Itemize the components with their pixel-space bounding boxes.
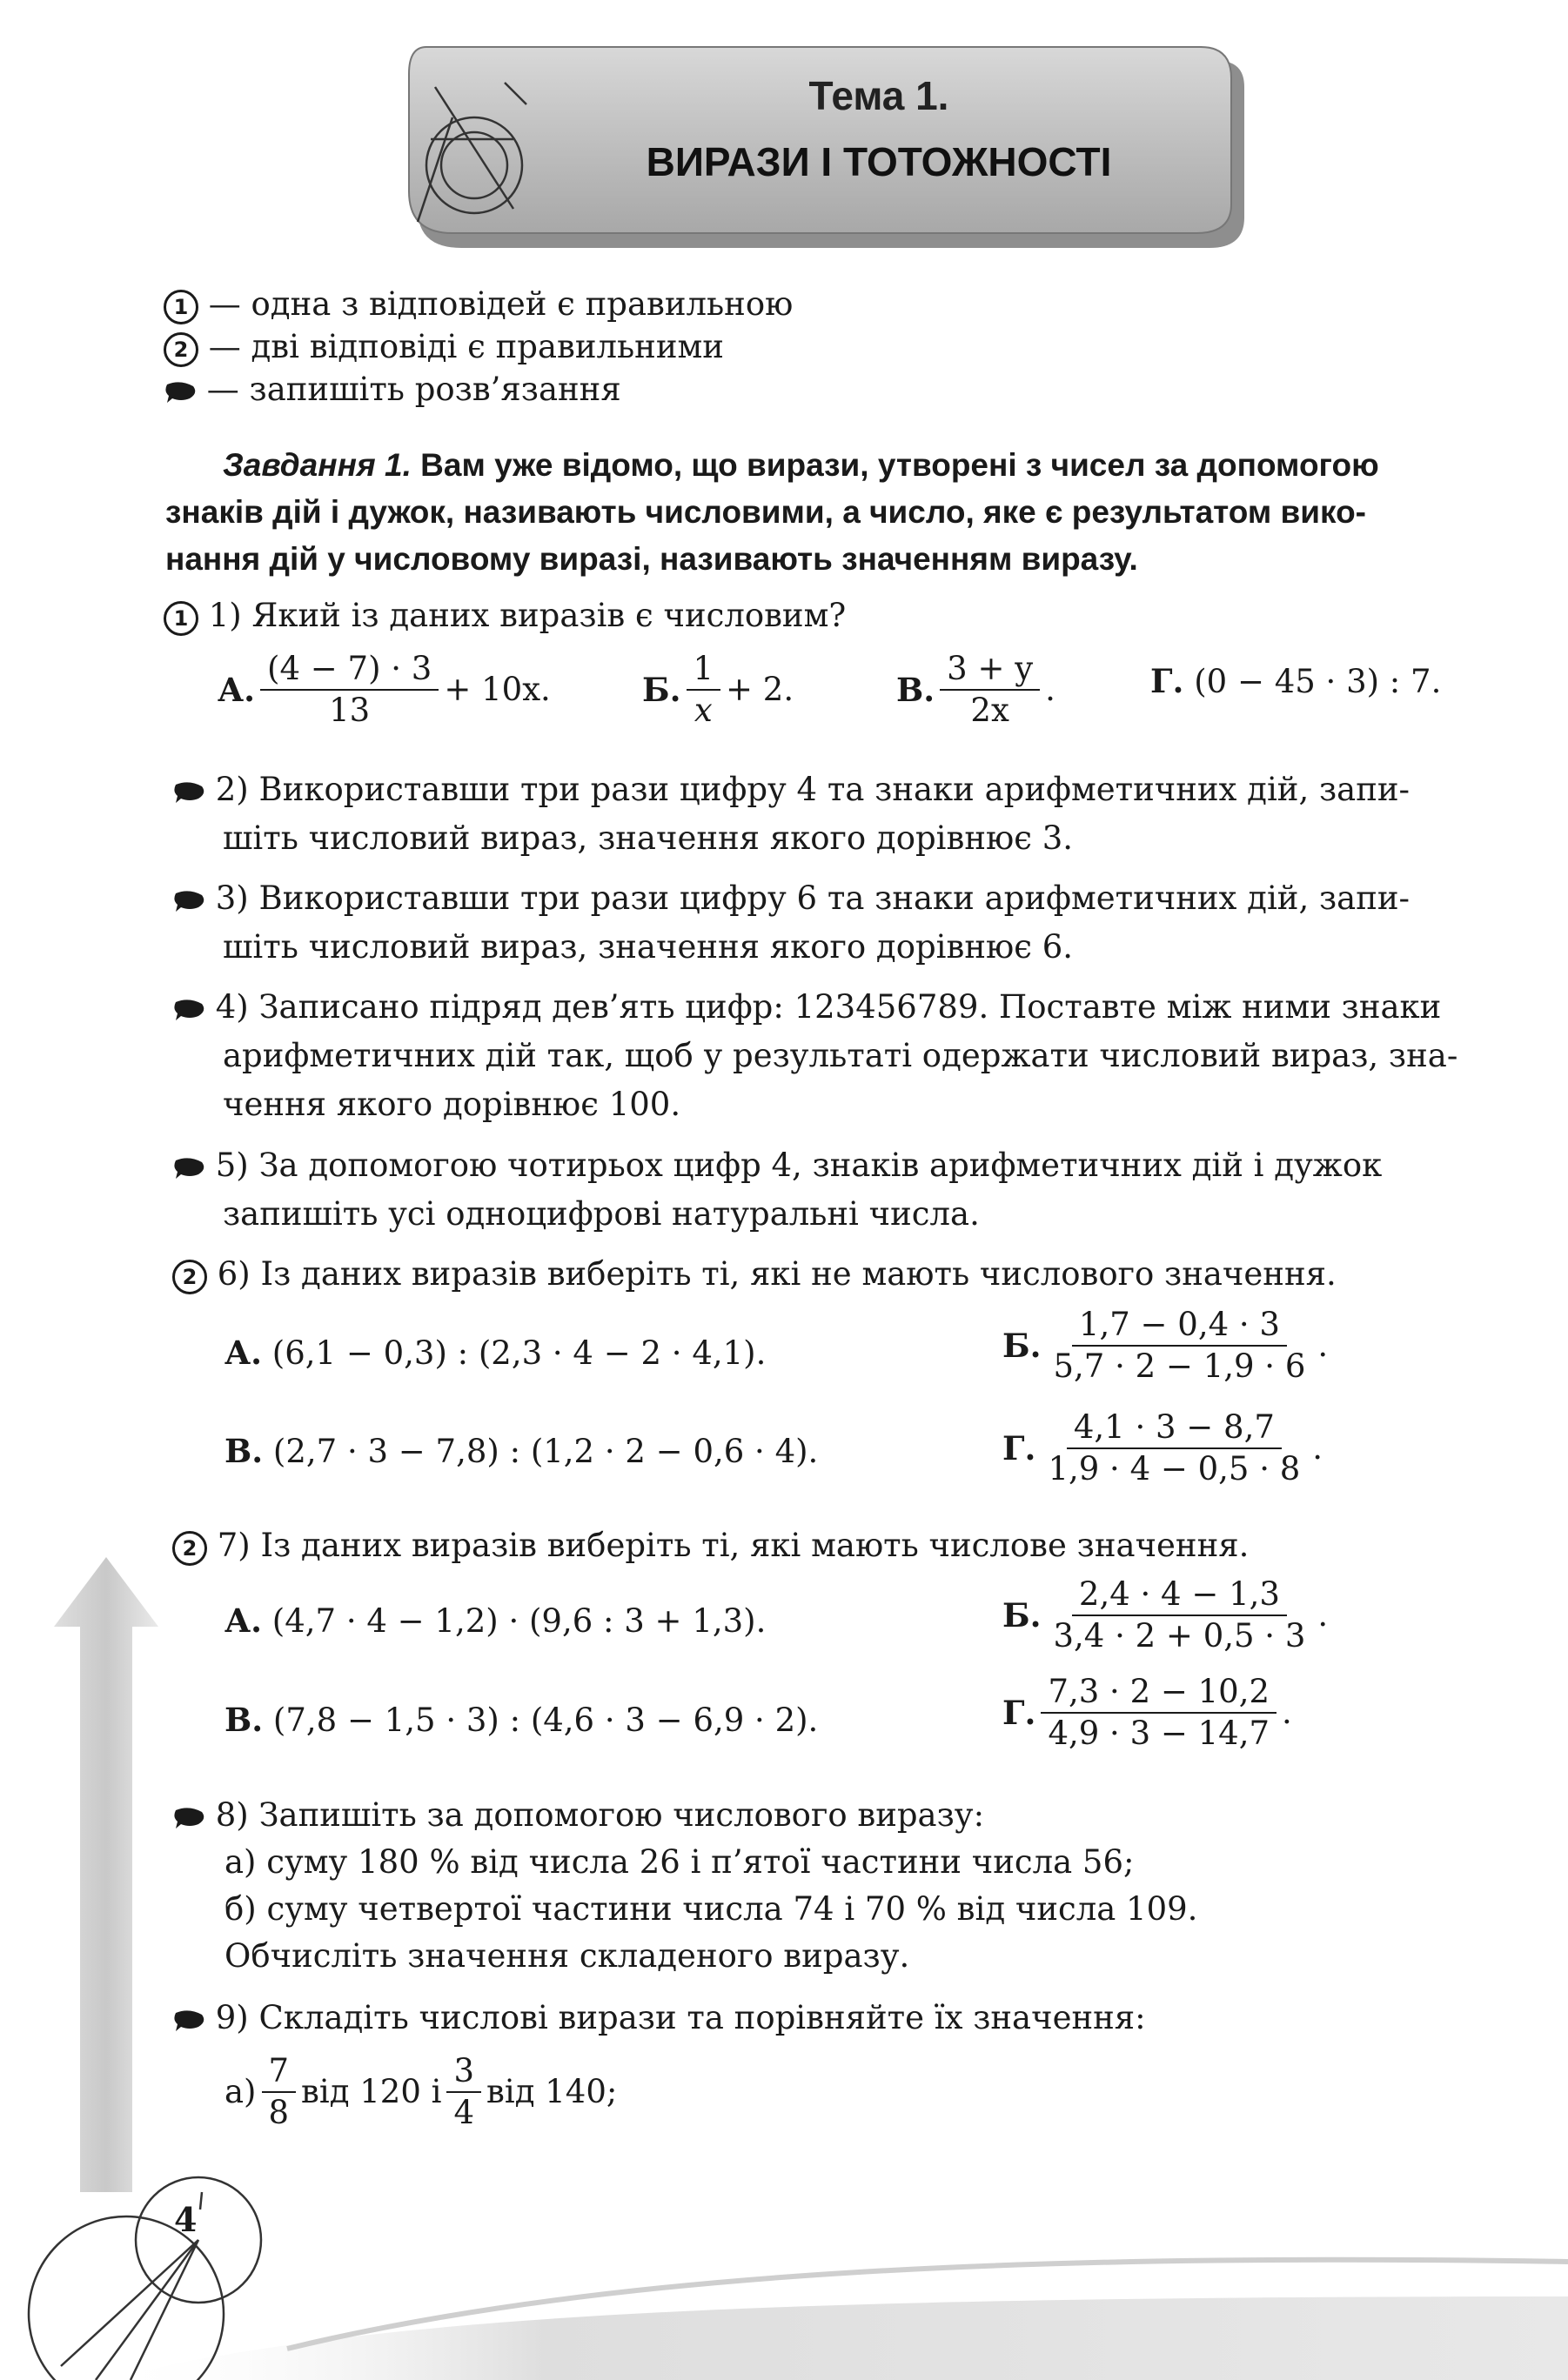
speech-bubble-icon: [172, 781, 205, 804]
speech-bubble-icon: [172, 2009, 205, 2032]
q9-item-a: а) $\frac{7}{8}$ від 120 і $\frac{3}{4}$ від 140;: [224, 2052, 618, 2131]
q7-option-a: А. (4,7 · 4 − 1,2) · (9,6 : 3 + 1,3).: [224, 1601, 767, 1640]
page-number: 4: [174, 2200, 198, 2239]
question-5: 5) За допомогою чотирьох цифр 4, знаків арифметичних дій і дужок запишіть усі одноцифрові натуральні числа.: [172, 1141, 1382, 1239]
circled-two-icon: 2: [172, 1531, 207, 1566]
q6-option-b: Б. $\frac{1,7 - 0,4 \cdot 3}{5,7 \cdot 2 - 1,9 \cdot 6}$ .: [1002, 1306, 1329, 1385]
q6-option-c: В. (2,7 · 3 − 7,8) : (1,2 · 2 − 0,6 · 4).: [224, 1432, 819, 1470]
question-9: 9) Складіть числові вирази та порівняйте їх значення:: [172, 1996, 1146, 2040]
left-arrow-bar: [54, 1557, 158, 2192]
speech-bubble-icon: [172, 1807, 205, 1829]
speech-bubble-icon: [172, 1157, 205, 1180]
legend-one-text: — одна з відповідей є правильною: [208, 285, 794, 323]
speech-bubble-icon: [172, 999, 205, 1021]
task-intro: Завдання 1. Вам уже відомо, що вирази, утворені з чисел за допомогою знаків дій і дужок, називають числовими, а число, яке є результатом вико- нання дій у числовому виразі, називають значенням виразу.: [165, 447, 1379, 577]
circled-one-icon: 1: [164, 290, 198, 324]
q1-option-b: Б. $\frac{1}{x}$ + 2.: [642, 650, 794, 729]
compass-circle-icon: [29, 2177, 261, 2380]
circled-two-icon: 2: [164, 332, 198, 367]
legend-write: [164, 368, 621, 411]
q7-option-b: Б. $\frac{2,4 \cdot 4 - 1,3}{3,4 \cdot 2 + 0,5 \cdot 3}$ .: [1002, 1575, 1329, 1655]
question-4: 4) Записано підряд дев’ять цифр: 123456789. Поставте між ними знаки арифметичних дій так, щоб у результаті одержати числовий вираз, зна- чення якого дорівнює 100.: [172, 983, 1457, 1129]
circled-two-icon: 2: [172, 1260, 207, 1294]
task-label: Завдання 1.: [223, 447, 412, 483]
legend-write-text: — запишіть розв’язання: [206, 371, 621, 408]
question-8: 8) Запишіть за допомогою числового виразу: а) суму 180 % від числа 26 і п’ятої частини числа 56; б) суму четвертої частини числа 74 і 70 % від числа 109. Обчисліть значення складеного виразу.: [172, 1792, 1197, 1980]
question-1: 1 1) Який із даних виразів є числовим?: [164, 594, 846, 638]
speech-bubble-icon: [164, 381, 197, 404]
circled-one-icon: 1: [164, 601, 198, 636]
legend-two: [164, 325, 724, 369]
q6-option-d: Г. $\frac{4,1 \cdot 3 - 8,7}{1,9 \cdot 4 - 0,5 \cdot 8}$ .: [1002, 1408, 1323, 1488]
q1-option-c: В. $\frac{3 + y}{2x}$ .: [896, 650, 1055, 729]
question-7: 2 7) Із даних виразів виберіть ті, які мають числове значення.: [172, 1524, 1249, 1568]
topic-title: ВИРАЗИ І ТОТОЖНОСТІ: [646, 139, 1112, 184]
q1-option-d: Г. (0 − 45 · 3) : 7.: [1150, 662, 1442, 700]
question-3: 3) Використавши три рази цифру 6 та знаки арифметичних дій, запи- шіть числовий вираз, значення якого дорівнює 6.: [172, 874, 1410, 972]
q7-option-c: В. (7,8 − 1,5 · 3) : (4,6 · 3 − 6,9 · 2).: [224, 1701, 819, 1739]
legend-two-text: — дві відповіді є правильними: [208, 328, 724, 365]
question-6: 2 6) Із даних виразів виберіть ті, які не мають числового значення.: [172, 1253, 1337, 1296]
topic-label: Тема 1.: [808, 73, 949, 118]
question-2: 2) Використавши три рази цифру 4 та знаки арифметичних дій, запи- шіть числовий вираз, значення якого дорівнює 3.: [172, 765, 1410, 863]
q1-option-a: А. $\frac{(4 - 7) \cdot 3}{13}$ + 10x.: [218, 650, 551, 729]
q7-option-d: Г. $\frac{7,3 \cdot 2 - 10,2}{4,9 \cdot 3 - 14,7}$ .: [1002, 1673, 1292, 1752]
speech-bubble-icon: [172, 890, 205, 913]
q6-option-a: А. (6,1 − 0,3) : (2,3 · 4 − 2 · 4,1).: [224, 1334, 767, 1372]
legend-one: [164, 283, 793, 326]
